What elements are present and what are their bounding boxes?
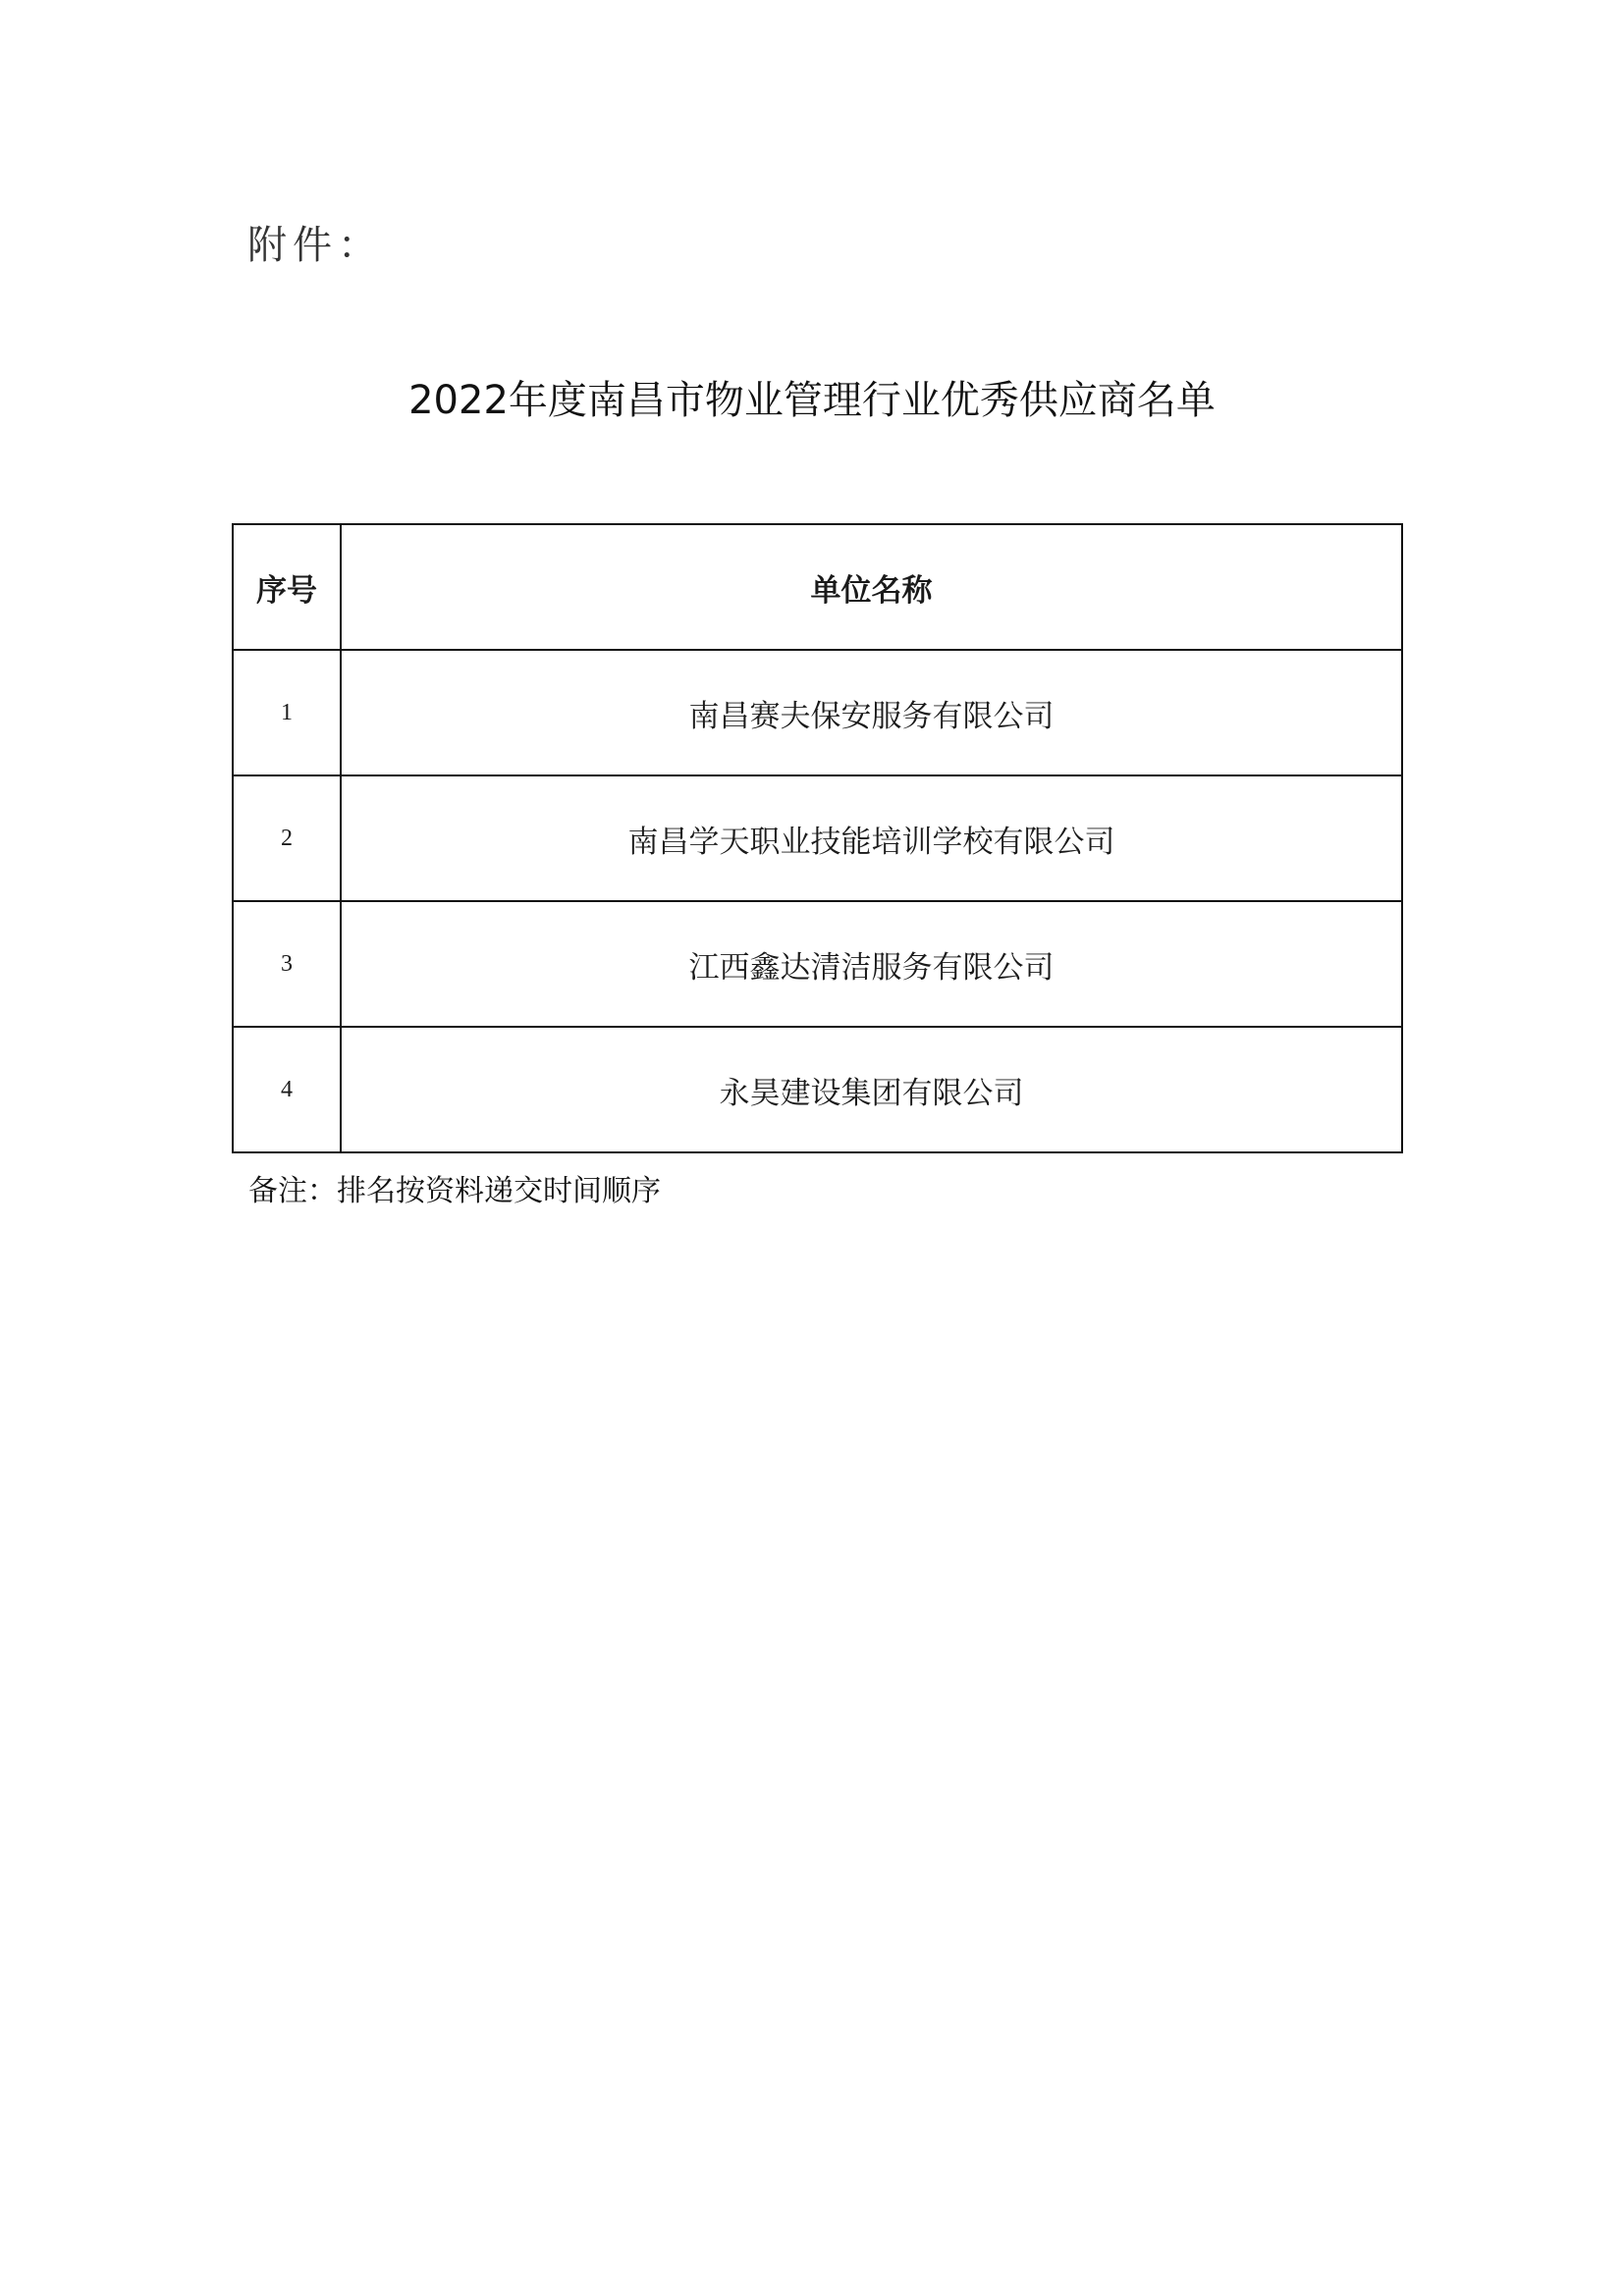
document-title: 2022年度南昌市物业管理行业优秀供应商名单: [408, 378, 1216, 423]
footnote: 备注：排名按资料递交时间顺序: [248, 1174, 661, 1208]
header-seq: 序号: [233, 524, 341, 650]
row-company-name: 南昌学天职业技能培训学校有限公司: [341, 775, 1402, 901]
table-row: [233, 1027, 1402, 1152]
table-header-row: [233, 524, 1402, 650]
attachment-label: 附件：: [247, 223, 383, 268]
header-name: 单位名称: [341, 524, 1402, 650]
row-company-name: 江西鑫达清洁服务有限公司: [341, 901, 1402, 1027]
row-company-name: 南昌赛夫保安服务有限公司: [341, 650, 1402, 775]
row-company-name: 永昊建设集团有限公司: [341, 1027, 1402, 1152]
table-row: [233, 775, 1402, 901]
row-seq: 1: [233, 650, 341, 775]
row-seq: 3: [233, 901, 341, 1027]
table-row: [233, 901, 1402, 1027]
table-row: [233, 650, 1402, 775]
row-seq: 2: [233, 775, 341, 901]
row-seq: 4: [233, 1027, 341, 1152]
supplier-table: [232, 523, 1403, 1153]
